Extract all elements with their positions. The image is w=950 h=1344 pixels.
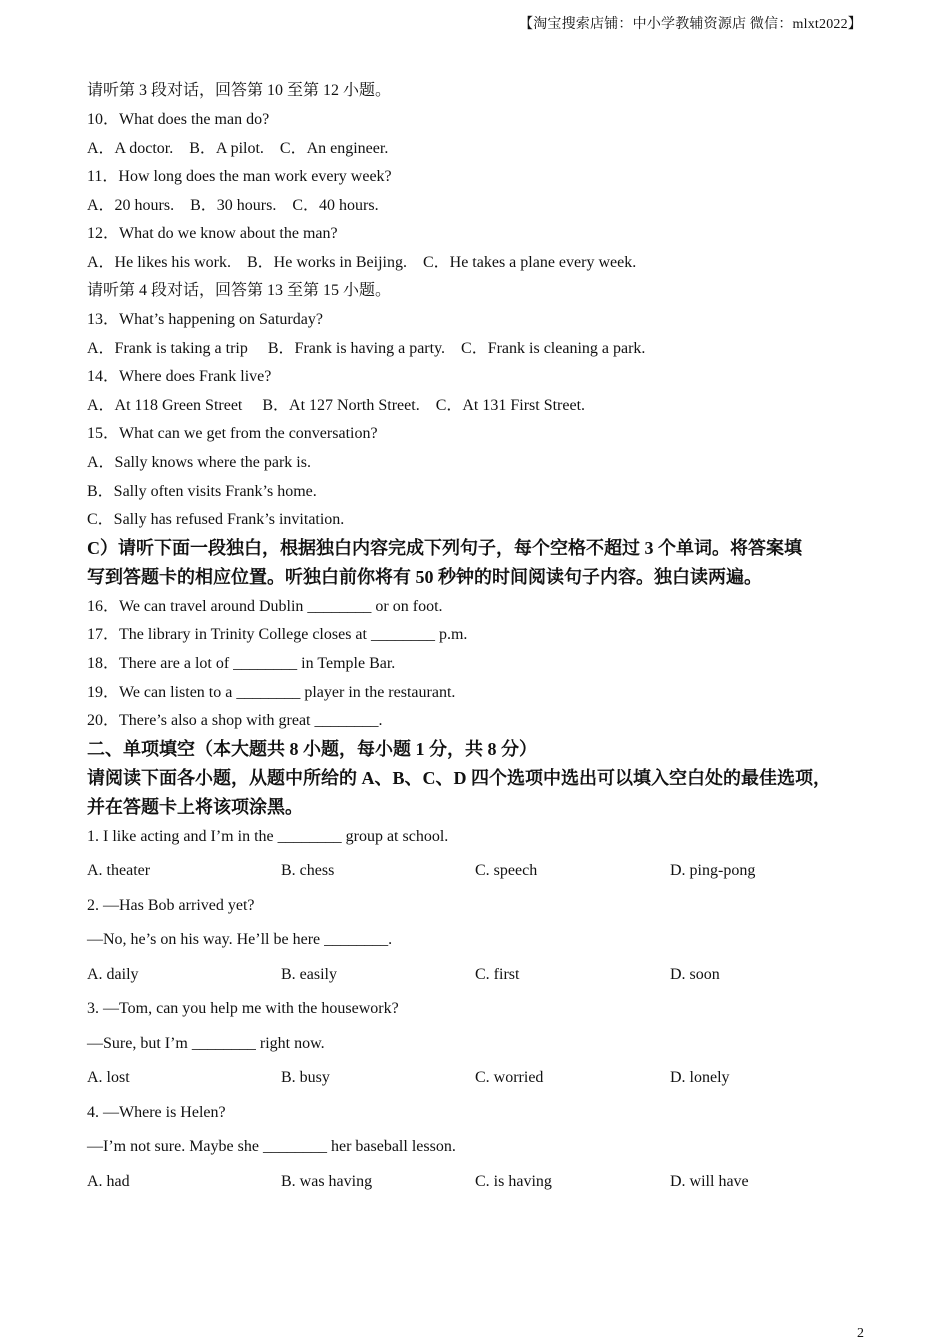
section-c-instruction: C）请听下面一段独白，根据独白内容完成下列句子，每个空格不超过 3 个单词。将答案填	[87, 538, 802, 558]
option-a: A. theater	[87, 862, 151, 879]
question-20: 20．There’s also a shop with great ________.	[87, 712, 383, 729]
mc-question-3-reply: —Sure, but I’m ________ right now.	[87, 1035, 325, 1052]
option-d: D. will have	[670, 1173, 749, 1190]
mc-question-3: 3. —Tom, can you help me with the housework?	[87, 1000, 399, 1017]
option-a: A. daily	[87, 966, 139, 983]
question-14: 14．Where does Frank live?	[87, 368, 272, 385]
mc-question-4-reply: —I’m not sure. Maybe she ________ her baseball lesson.	[87, 1138, 456, 1155]
page-header: 【淘宝搜索店铺：中小学教辅资源店 微信：mlxt2022】	[519, 17, 862, 32]
option-b: B. chess	[281, 862, 335, 879]
question-17: 17．The library in Trinity College closes at ________ p.m.	[87, 626, 468, 643]
question-10: 10．What does the man do?	[87, 111, 270, 128]
mc-question-4: 4. —Where is Helen?	[87, 1104, 226, 1121]
question-10-options: A．A doctor. B．A pilot. C．An engineer.	[87, 140, 389, 157]
part2-instruction: 并在答题卡上将该项涂黑。	[87, 797, 303, 817]
question-12-options: A．He likes his work. B．He works in Beijing. C．He takes a plane every week.	[87, 254, 637, 271]
option-c: C. first	[475, 966, 520, 983]
question-11-options: A．20 hours. B．30 hours. C．40 hours.	[87, 197, 379, 214]
page-number: 2	[857, 1326, 864, 1341]
option-d: D. ping-pong	[670, 862, 756, 879]
option-a: A. lost	[87, 1069, 130, 1086]
section-instruction: 请听第 3 段对话，回答第 10 至第 12 小题。	[87, 82, 392, 99]
option-d: D. lonely	[670, 1069, 730, 1086]
question-16: 16．We can travel around Dublin ________ or on foot.	[87, 598, 443, 615]
question-18: 18．There are a lot of ________ in Temple Bar.	[87, 655, 396, 672]
mc-question-1: 1. I like acting and I’m in the ________ group at school.	[87, 828, 449, 845]
option-c: C. is having	[475, 1173, 552, 1190]
question-15-option-b: B．Sally often visits Frank’s home.	[87, 483, 317, 500]
question-15: 15．What can we get from the conversation?	[87, 425, 378, 442]
question-12: 12．What do we know about the man?	[87, 225, 338, 242]
question-19: 19．We can listen to a ________ player in the restaurant.	[87, 684, 456, 701]
question-13-options: A．Frank is taking a trip B．Frank is having a party. C．Frank is cleaning a park.	[87, 340, 646, 357]
option-b: B. easily	[281, 966, 337, 983]
question-11: 11．How long does the man work every week?	[87, 168, 392, 185]
question-13: 13．What’s happening on Saturday?	[87, 311, 323, 328]
option-a: A. had	[87, 1173, 130, 1190]
option-c: C. speech	[475, 862, 538, 879]
option-d: D. soon	[670, 966, 720, 983]
mc-question-2-reply: —No, he’s on his way. He’ll be here ________.	[87, 931, 393, 948]
section-c-instruction: 写到答题卡的相应位置。听独白前你将有 50 秒钟的时间阅读句子内容。独白读两遍。	[87, 567, 762, 587]
option-b: B. busy	[281, 1069, 330, 1086]
part2-title: 二、单项填空（本大题共 8 小题，每小题 1 分，共 8 分）	[87, 739, 537, 759]
section-instruction: 请听第 4 段对话，回答第 13 至第 15 小题。	[87, 282, 392, 299]
question-15-option-c: C．Sally has refused Frank’s invitation.	[87, 511, 345, 528]
question-15-option-a: A．Sally knows where the park is.	[87, 454, 311, 471]
mc-question-2: 2. —Has Bob arrived yet?	[87, 897, 255, 914]
part2-instruction: 请阅读下面各小题，从题中所给的 A、B、C、D 四个选项中选出可以填入空白处的最佳选项，	[87, 768, 831, 788]
option-c: C. worried	[475, 1069, 544, 1086]
option-b: B. was having	[281, 1173, 373, 1190]
question-14-options: A．At 118 Green Street B．At 127 North Street. C．At 131 First Street.	[87, 397, 586, 414]
